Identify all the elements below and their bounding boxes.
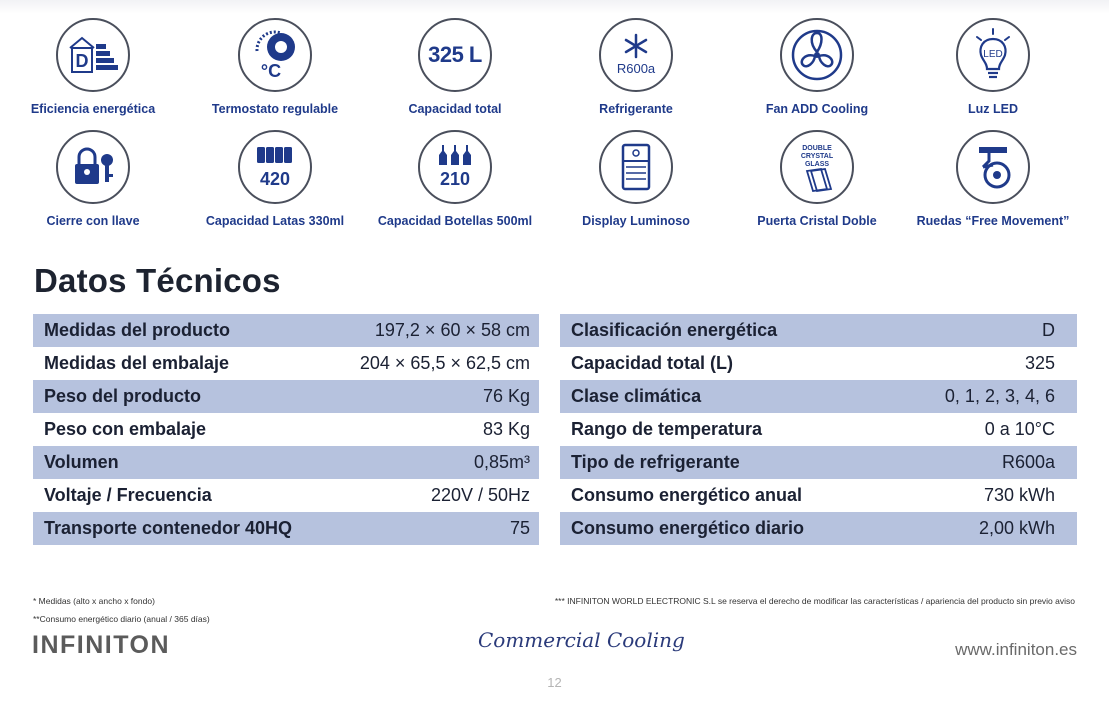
spec-row <box>33 413 539 446</box>
feature-label: Cierre con llave <box>46 214 140 228</box>
spec-value: R600a <box>1001 452 1055 472</box>
spec-value: 325 <box>1024 353 1055 373</box>
spec-key: Rango de temperatura <box>571 419 763 439</box>
double-glass-line3: GLASS <box>804 161 830 168</box>
double-glass-line2: CRYSTAL <box>800 153 834 160</box>
spec-row <box>560 479 1077 512</box>
caster-wheel-icon <box>956 130 1030 204</box>
spec-value: 2,00 kWh <box>978 518 1055 538</box>
spec-row <box>560 380 1077 413</box>
spec-value: 83 Kg <box>482 419 530 439</box>
spec-key: Peso con embalaje <box>44 419 207 439</box>
feature-label: Puerta Cristal Doble <box>757 214 877 228</box>
feature-label: Refrigerante <box>599 102 673 116</box>
spec-key: Clase climática <box>571 386 702 406</box>
feature-key-lock <box>3 130 183 228</box>
spec-value: 0,85m³ <box>473 452 530 472</box>
spec-row <box>33 512 539 545</box>
spec-value: 0 a 10°C <box>984 419 1055 439</box>
feature-label: Eficiencia energética <box>30 102 156 116</box>
disclaimer: *** INFINITON WORLD ELECTRONIC S.L se reserva el derecho de modificar las características / apariencia del producto sin previo aviso <box>554 596 1075 606</box>
specs-table-right <box>560 314 1077 545</box>
capacity-icon <box>418 18 492 92</box>
cans-icon <box>238 130 312 204</box>
footnote-consumption: **Consumo energético diario (anual / 365 días) <box>33 614 210 624</box>
spec-key: Medidas del embalaje <box>44 353 230 373</box>
feature-caster-wheels <box>903 130 1083 228</box>
spec-row <box>33 479 539 512</box>
spec-value: 220V / 50Hz <box>430 485 530 505</box>
spec-row <box>560 512 1077 545</box>
specs-table-left <box>33 314 539 545</box>
led-bulb-icon <box>956 18 1030 92</box>
feature-refrigerant <box>546 18 726 116</box>
spec-key: Medidas del producto <box>44 320 231 340</box>
feature-can-capacity <box>185 130 365 228</box>
feature-label: Capacidad total <box>408 102 502 116</box>
website-url: www.infiniton.es <box>955 640 1077 659</box>
spec-row <box>560 446 1077 479</box>
bottles-count: 210 <box>439 169 471 189</box>
bottles-icon <box>418 130 492 204</box>
refrigerant-text: R600a <box>616 61 656 76</box>
feature-energy-efficiency <box>3 18 183 116</box>
feature-label: Luz LED <box>968 102 1018 116</box>
feature-label: Ruedas “Free Movement” <box>916 214 1070 228</box>
section-title: Datos Técnicos <box>34 262 281 299</box>
tagline-signature: Commercial Cooling <box>478 628 685 652</box>
spec-key: Transporte contenedor 40HQ <box>44 518 293 538</box>
footnote-dimensions: * Medidas (alto x ancho x fondo) <box>33 596 155 606</box>
feature-label: Termostato regulable <box>211 102 339 116</box>
spec-value: 730 kWh <box>983 485 1055 505</box>
lock-key-icon <box>56 130 130 204</box>
spec-row <box>33 446 539 479</box>
energy-letter: D <box>75 51 89 71</box>
spec-key: Voltaje / Frecuencia <box>44 485 212 505</box>
feature-label: Fan ADD Cooling <box>765 102 869 116</box>
spec-key: Tipo de refrigerante <box>571 452 740 472</box>
fan-icon <box>780 18 854 92</box>
spec-value: D <box>1042 320 1055 340</box>
spec-row <box>560 347 1077 380</box>
feature-double-glass <box>727 130 907 228</box>
snowflake-icon <box>599 18 673 92</box>
page-number: 12 <box>547 675 562 690</box>
spec-key: Clasificación energética <box>571 320 778 340</box>
feature-thermostat <box>185 18 365 116</box>
feature-label: Display Luminoso <box>582 214 690 228</box>
spec-row <box>33 380 539 413</box>
brand-logo: INFINITON <box>32 631 171 659</box>
spec-key: Peso del producto <box>44 386 202 406</box>
celsius-text: °C <box>260 61 282 81</box>
spec-value: 197,2 × 60 × 58 cm <box>374 320 530 340</box>
energy-label-icon <box>56 18 130 92</box>
spec-value: 204 × 65,5 × 62,5 cm <box>359 353 530 373</box>
feature-label: Capacidad Latas 330ml <box>205 214 345 228</box>
top-shadow <box>0 0 1109 14</box>
feature-total-capacity <box>365 18 545 116</box>
display-fridge-icon <box>599 130 673 204</box>
thermostat-icon <box>238 18 312 92</box>
double-glass-line1: DOUBLE <box>802 145 832 152</box>
spec-value: 0, 1, 2, 3, 4, 6 <box>944 386 1055 406</box>
feature-bottle-capacity <box>365 130 545 228</box>
spec-row <box>33 347 539 380</box>
capacity-text: 325 L <box>428 42 482 67</box>
feature-label: Capacidad Botellas 500ml <box>377 214 533 228</box>
spec-row <box>560 314 1077 347</box>
feature-luminous-display <box>546 130 726 228</box>
feature-led-light <box>903 18 1083 116</box>
spec-key: Capacidad total (L) <box>571 353 734 373</box>
spec-key: Consumo energético anual <box>571 485 803 505</box>
spec-value: 76 Kg <box>482 386 530 406</box>
double-glass-icon <box>780 130 854 204</box>
spec-key: Volumen <box>44 452 119 472</box>
spec-value: 75 <box>509 518 530 538</box>
spec-key: Consumo energético diario <box>571 518 805 538</box>
spec-row <box>560 413 1077 446</box>
cans-count: 420 <box>259 169 291 189</box>
spec-row <box>33 314 539 347</box>
feature-fan-cooling <box>727 18 907 116</box>
led-text: LED <box>983 49 1003 60</box>
